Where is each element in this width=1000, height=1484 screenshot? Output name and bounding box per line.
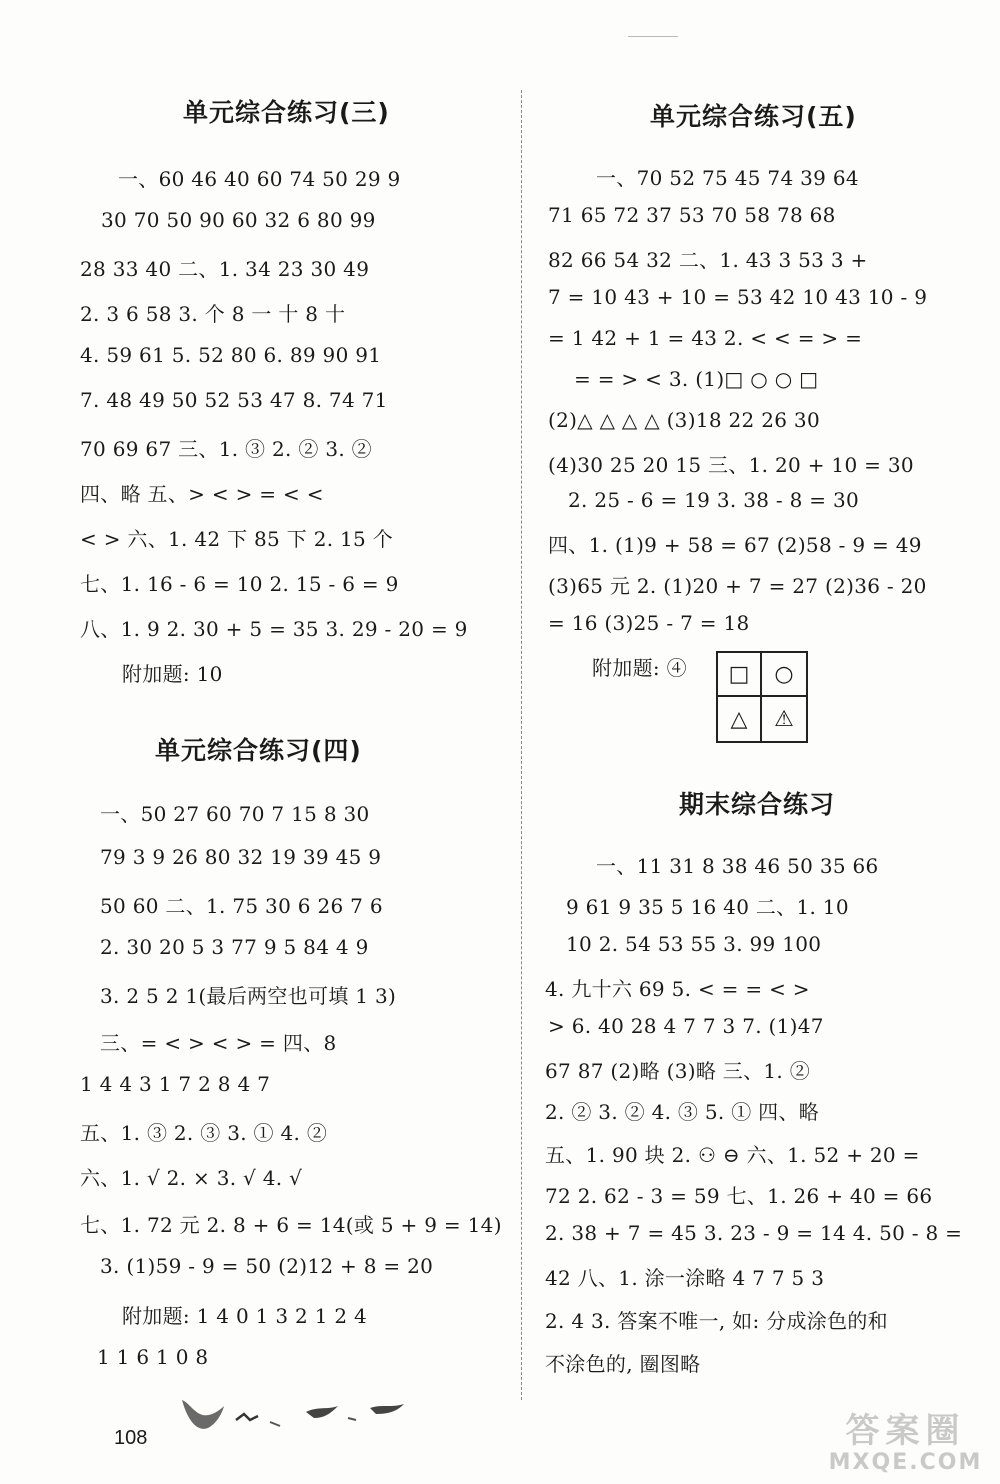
answer-line: < > 六、1. 42 下 85 下 2. 15 个 [80, 527, 394, 551]
answer-line: = = > < 3. (1)□ ○ ○ □ [574, 367, 819, 391]
answer-line: 2. ② 3. ② 4. ③ 5. ① 四、略 [545, 1100, 820, 1124]
bonus-line: 附加题: 10 [122, 662, 223, 686]
bird-decoration-icon [178, 1392, 418, 1442]
answer-line: 7 = 10 43 + 10 = 53 42 10 43 10 - 9 [548, 285, 928, 309]
answer-line: 一、50 27 60 70 7 15 8 30 [100, 802, 370, 826]
section-title-5: 单元综合练习(五) [650, 102, 857, 131]
answer-line: 三、= < > < > = 四、8 [100, 1031, 337, 1055]
answer-line: 9 61 9 35 5 16 40 二、1. 10 [566, 895, 849, 919]
answer-line: 67 87 (2)略 (3)略 三、1. ② [545, 1059, 811, 1083]
answer-line: (3)65 元 2. (1)20 + 7 = 27 (2)36 - 20 [548, 574, 927, 598]
answer-line: 一、11 31 8 38 46 50 35 66 [596, 854, 879, 878]
watermark-text: 答案圈 [845, 1411, 966, 1451]
answer-line: 10 2. 54 53 55 3. 99 100 [566, 932, 822, 956]
answer-line: 1 4 4 3 1 7 2 8 4 7 [80, 1072, 271, 1096]
answer-line: 一、70 52 75 45 74 39 64 [596, 166, 859, 190]
watermark [818, 1412, 993, 1478]
warning-triangle-icon: ⚠ [774, 706, 794, 732]
answer-line: (2)△ △ △ △ (3)18 22 26 30 [548, 408, 820, 432]
answer-line: 4. 59 61 5. 52 80 6. 89 90 91 [80, 343, 382, 367]
answer-line: 五、1. ③ 2. ③ 3. ① 4. ② [80, 1121, 328, 1145]
page-number: 108 [114, 1427, 148, 1449]
answer-line: 79 3 9 26 80 32 19 39 45 9 [100, 845, 382, 869]
section-title-3: 单元综合练习(三) [183, 98, 390, 127]
answer-line: 71 65 72 37 53 70 58 78 68 [548, 203, 836, 227]
answer-line: 42 八、1. 涂一涂略 4 7 7 5 3 [545, 1266, 825, 1290]
bonus-line: 附加题: ④ [592, 656, 687, 680]
answer-line: 3. (1)59 - 9 = 50 (2)12 + 8 = 20 [100, 1254, 434, 1278]
answer-line: 七、1. 72 元 2. 8 + 6 = 14(或 5 + 9 = 14) [80, 1213, 502, 1237]
answer-line: 4. 九十六 69 5. < = = < > [545, 977, 810, 1001]
answer-line: 72 2. 62 - 3 = 59 七、1. 26 + 40 = 66 [545, 1184, 933, 1208]
triangle-icon: △ [718, 697, 762, 741]
shape-grid [716, 651, 808, 743]
answer-line: 八、1. 9 2. 30 + 5 = 35 3. 29 - 20 = 9 [80, 617, 468, 641]
answer-line: (4)30 25 20 15 三、1. 20 + 10 = 30 [548, 453, 914, 477]
answer-line: 四、1. (1)9 + 58 = 67 (2)58 - 9 = 49 [548, 533, 922, 557]
answer-line: 1 1 6 1 0 8 [97, 1345, 209, 1369]
answer-line: 50 60 二、1. 75 30 6 26 7 6 [100, 894, 383, 918]
answer-line: 2. 25 - 6 = 19 3. 38 - 8 = 30 [568, 488, 860, 512]
answer-line: 2. 4 3. 答案不唯一, 如: 分成涂色的和 [545, 1309, 888, 1333]
answer-line: 28 33 40 二、1. 34 23 30 49 [80, 257, 370, 281]
answer-line: = 1 42 + 1 = 43 2. < < = > = [548, 326, 863, 350]
column-divider [521, 90, 522, 1400]
answer-line: 四、略 五、> < > = < < [80, 482, 324, 506]
circle-icon: ○ [762, 653, 806, 697]
answer-line: 七、1. 16 - 6 = 10 2. 15 - 6 = 9 [80, 572, 399, 596]
answer-line: 2. 30 20 5 3 77 9 5 84 4 9 [100, 935, 369, 959]
answer-line: 70 69 67 三、1. ③ 2. ② 3. ② [80, 437, 372, 461]
answer-line: 3. 2 5 2 1(最后两空也可填 1 3) [100, 984, 397, 1008]
answer-line: 30 70 50 90 60 32 6 80 99 [101, 208, 376, 232]
watermark-url: MXQE.COM [828, 1450, 983, 1475]
answer-line: = 16 (3)25 - 7 = 18 [548, 611, 750, 635]
answer-line: > 6. 40 28 4 7 7 3 7. (1)47 [548, 1014, 824, 1038]
answer-line: 2. 38 + 7 = 45 3. 23 - 9 = 14 4. 50 - 8 = [545, 1221, 963, 1245]
square-icon: □ [718, 653, 762, 697]
answer-line: 五、1. 90 块 2. ⚇ ⊖ 六、1. 52 + 20 = [545, 1143, 920, 1167]
answer-line: 不涂色的, 圈图略 [545, 1352, 701, 1376]
answer-line: 2. 3 6 58 3. 个 8 一 十 8 十 [80, 302, 346, 326]
section-title-final: 期末综合练习 [679, 790, 836, 819]
bonus-line: 附加题: 1 4 0 1 3 2 1 2 4 [122, 1304, 368, 1328]
scan-mark [628, 36, 678, 37]
answer-line: 六、1. √ 2. × 3. √ 4. √ [80, 1166, 303, 1190]
answer-line: 7. 48 49 50 52 53 47 8. 74 71 [80, 388, 388, 412]
answer-line: 82 66 54 32 二、1. 43 3 53 3 + [548, 248, 868, 272]
section-title-4: 单元综合练习(四) [155, 736, 362, 765]
answer-line: 一、60 46 40 60 74 50 29 9 [118, 167, 401, 191]
